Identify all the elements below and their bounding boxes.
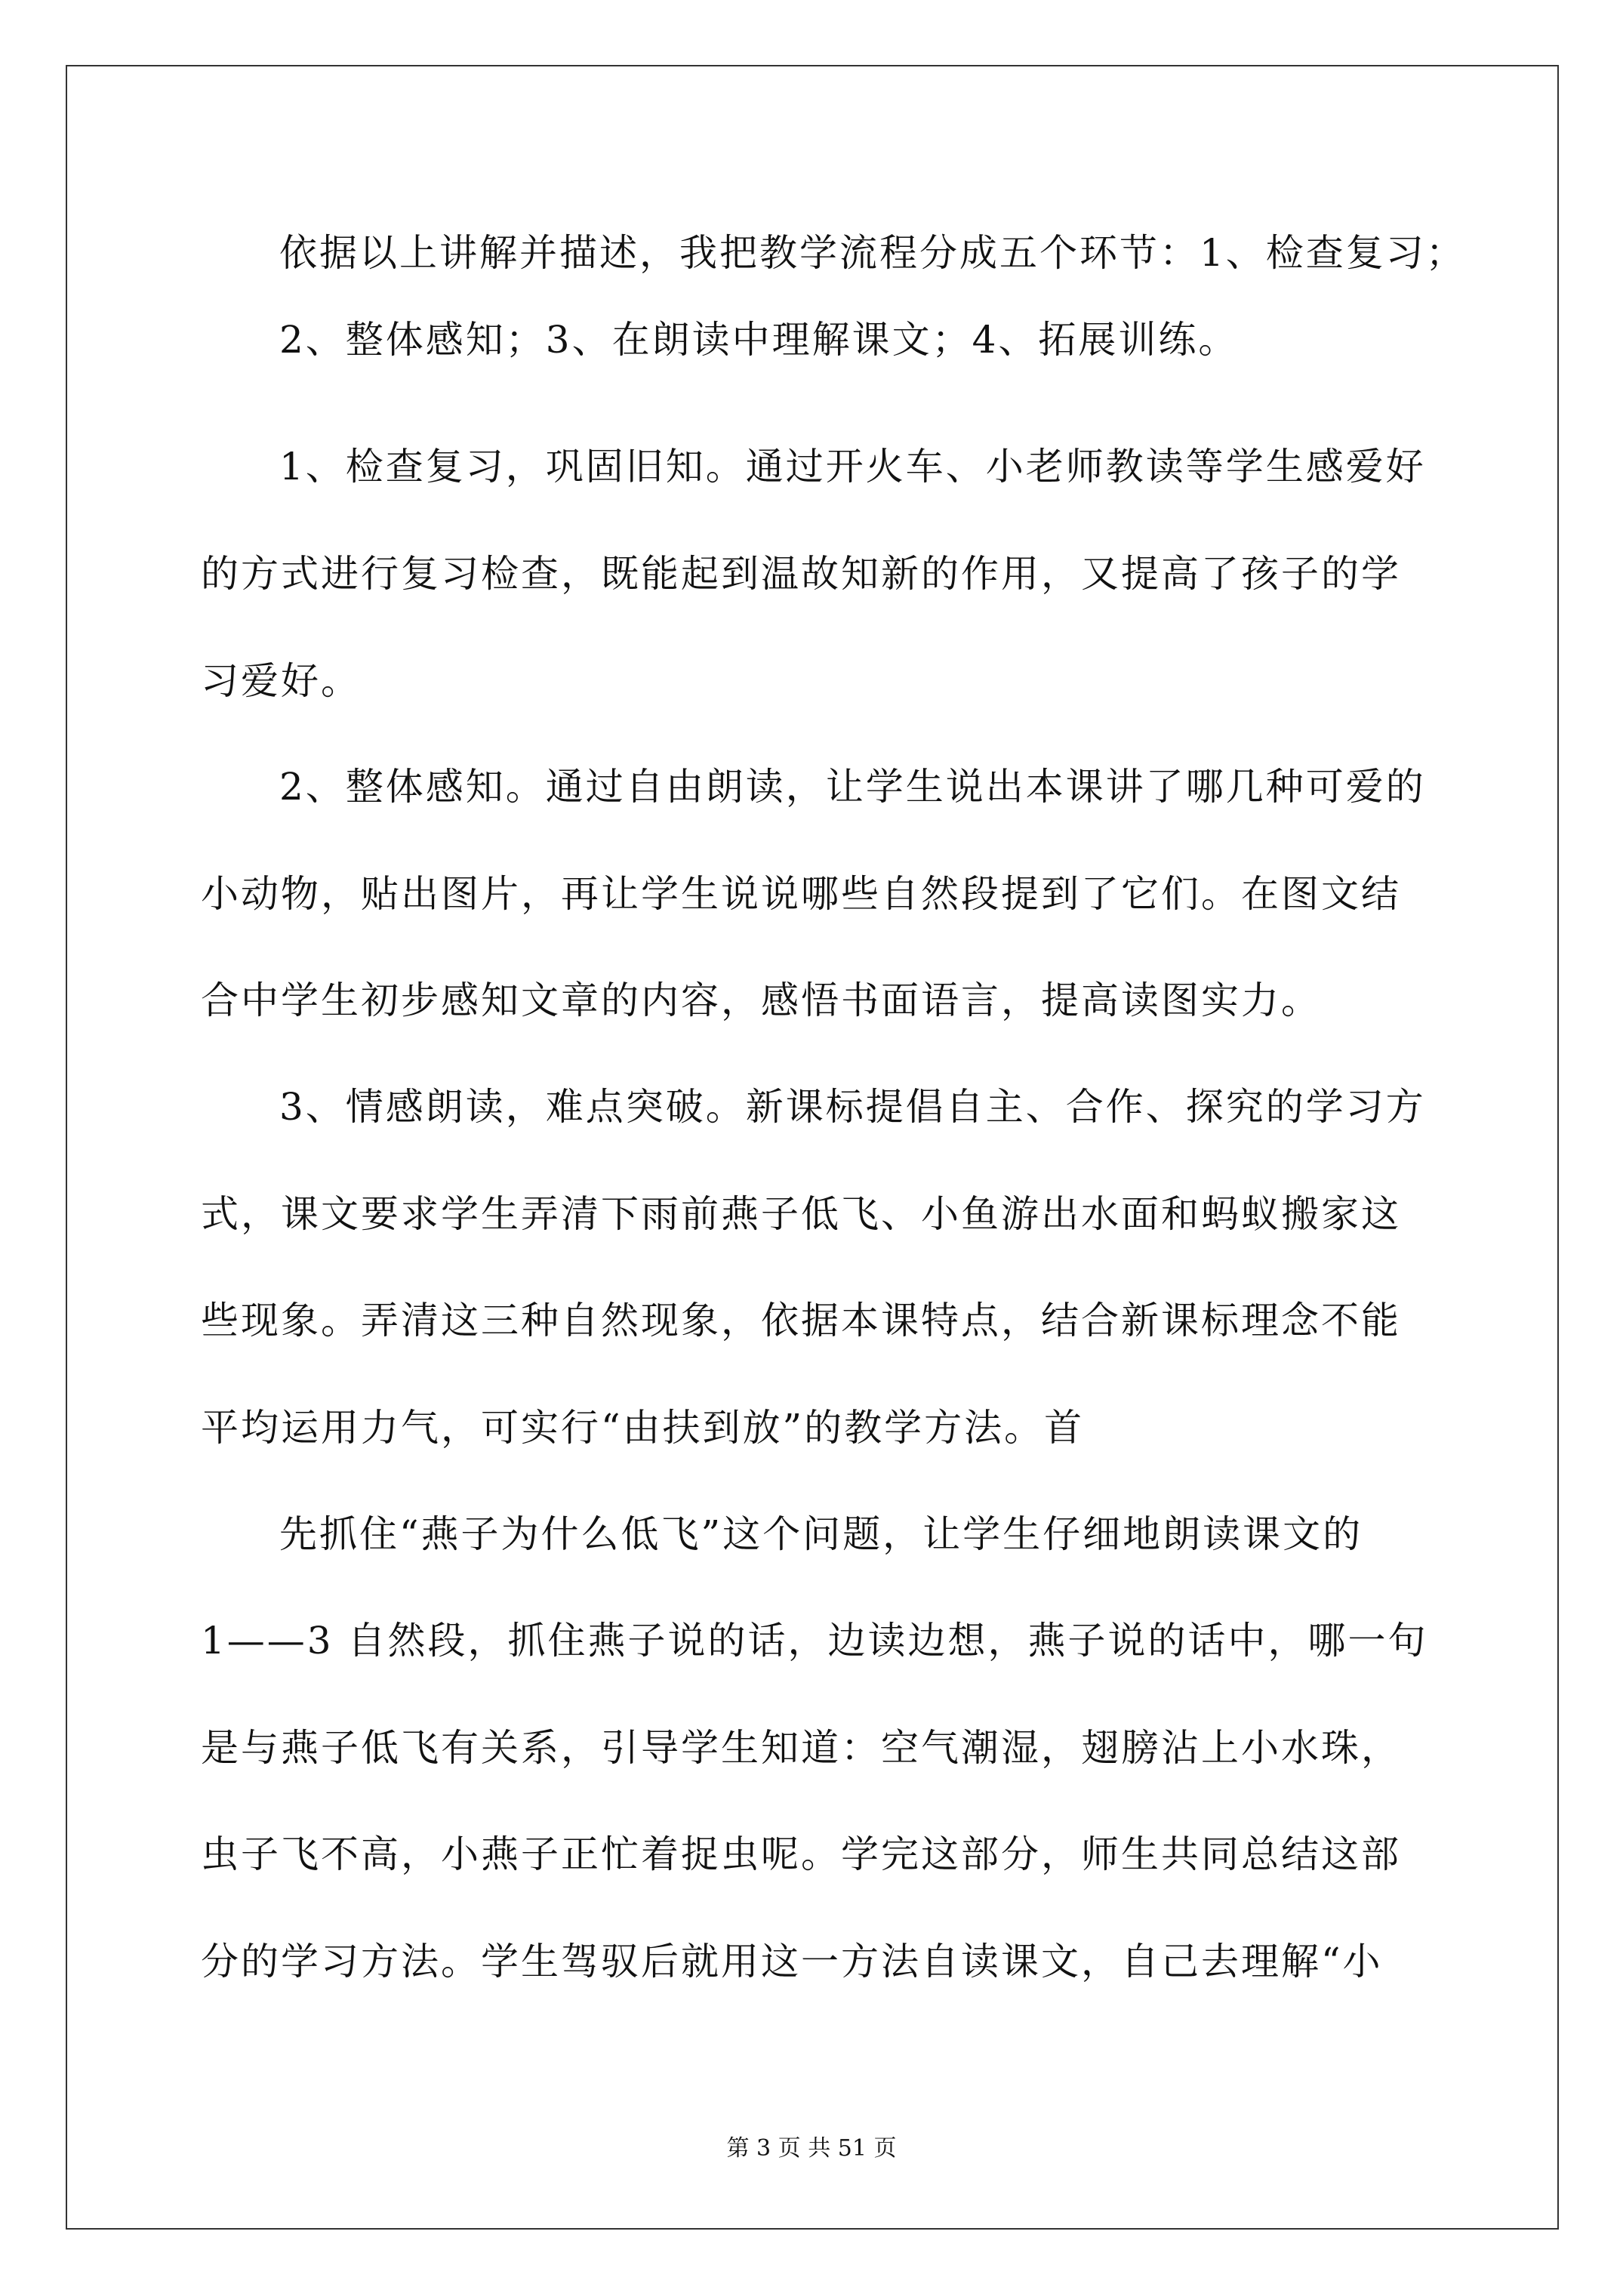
- text-line: 是与燕子低飞有关系，引导学生知道：空气潮湿，翅膀沾上小水珠，: [201, 1726, 1401, 1770]
- text-line: 合中学生初步感知文章的内容，感悟书面语言，提高读图实力。: [201, 978, 1321, 1022]
- text-line: 依据以上讲解并描述，我把教学流程分成五个环节：1、检查复习；: [279, 231, 1466, 275]
- text-line: 的方式进行复习检查，既能起到温故知新的作用，又提高了孩子的学: [201, 552, 1401, 596]
- text-line: 先抓住“燕子为什么低飞”这个问题，让学生仔细地朗读课文的: [279, 1512, 1363, 1556]
- text-line: 1——3 自然段，抓住燕子说的话，边读边想，燕子说的话中，哪一句: [201, 1619, 1428, 1663]
- text-line: 小动物，贴出图片，再让学生说说哪些自然段提到了它们。在图文结: [201, 872, 1401, 916]
- text-line: 虫子飞不高，小燕子正忙着捉虫呢。学完这部分，师生共同总结这部: [201, 1832, 1401, 1876]
- text-line: 1、检查复习，巩固旧知。通过开火车、小老师教读等学生感爱好: [279, 445, 1426, 488]
- text-line: 式，课文要求学生弄清下雨前燕子低飞、小鱼游出水面和蚂蚁搬家这: [201, 1192, 1401, 1236]
- text-line: 2、整体感知。通过自由朗读，让学生说出本课讲了哪几种可爱的: [279, 765, 1426, 809]
- page-number-footer: 第 3 页 共 51 页: [726, 2135, 897, 2162]
- text-line: 平均运用力气，可实行“由扶到放”的教学方法。首: [201, 1406, 1085, 1450]
- text-line: 分的学习方法。学生驾驭后就用这一方法自读课文，自己去理解“小: [201, 1940, 1383, 1983]
- page-border: [66, 65, 1559, 2230]
- text-line: 习爱好。: [201, 659, 361, 703]
- text-line: 2、整体感知；3、在朗读中理解课文；4、拓展训练。: [279, 318, 1239, 362]
- text-line: 些现象。弄清这三种自然现象，依据本课特点，结合新课标理念不能: [201, 1299, 1401, 1342]
- text-line: 3、情感朗读，难点突破。新课标提倡自主、合作、探究的学习方: [279, 1085, 1426, 1129]
